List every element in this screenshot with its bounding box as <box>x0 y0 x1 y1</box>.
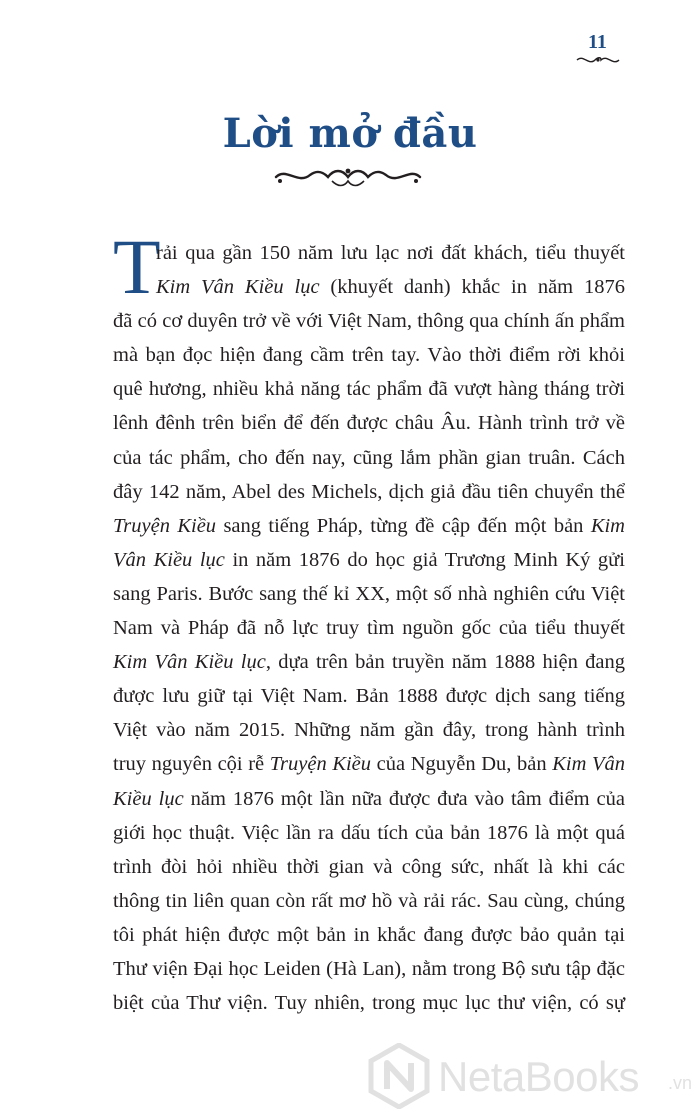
body-line <box>113 236 625 270</box>
text-run: Thư viện Đại học Leiden (Hà Lan), nằm trong Bộ sưu tập đặc <box>113 957 625 980</box>
text-run: đây 142 năm, Abel des Michels, dịch giả đầu tiên chuyển thể <box>113 480 625 503</box>
page-number: 11 <box>588 31 607 53</box>
body-line <box>113 986 625 1020</box>
body-line <box>113 884 625 918</box>
text-run: thông tin liên quan còn rất mơ hồ và rải rác. Sau cùng, chúng <box>113 889 625 912</box>
text-run: của Nguyễn Du, bản <box>371 753 553 776</box>
body-line <box>113 406 625 440</box>
body-line <box>113 679 625 713</box>
text-run: năm 1876 một lần nữa được đưa vào tâm điểm của <box>183 787 625 810</box>
body-text <box>113 236 625 1020</box>
watermark-brand: NetaBooks <box>438 1053 639 1100</box>
title-flourish-ornament <box>272 163 424 189</box>
text-run: in năm 1876 do học giả Trương Minh Ký gửi <box>224 548 625 571</box>
italic-title-run: Kim Vân Kiều lục <box>113 651 266 674</box>
body-line <box>113 577 625 611</box>
text-run: của tác phẩm, cho đến nay, cũng lắm phần gian truân. Cách <box>113 446 625 469</box>
italic-title-run: Kim Vân <box>552 753 626 776</box>
body-line <box>113 645 625 679</box>
text-run: Việt vào năm 2015. Những năm gần đây, trong hành trình <box>113 719 625 742</box>
body-line <box>113 611 625 645</box>
text-run: lênh đênh trên biển để đến được châu Âu. Hành trình trở về <box>113 412 625 435</box>
text-run: sang Paris. Bước sang thế kỉ XX, một số nhà nghiên cứu Việt <box>113 582 625 605</box>
italic-title-run: Truyện Kiều <box>269 753 372 776</box>
body-line <box>113 713 625 747</box>
text-run: Nam và Pháp đã nỗ lực truy tìm nguồn gốc của tiểu thuyết <box>113 617 625 640</box>
body-line <box>113 304 625 338</box>
body-line <box>113 747 625 781</box>
text-run: quê hương, nhiều khả năng tác phẩm đã vượt hàng tháng trời <box>113 378 625 401</box>
body-line <box>113 918 625 952</box>
body-line <box>113 952 625 986</box>
italic-title-run: Truyện Kiều <box>113 514 217 537</box>
text-run: trình đòi hỏi nhiều thời gian và công sức, nhất là khi các <box>113 855 625 878</box>
italic-title-run: Kim Vân Kiều lục <box>156 276 320 299</box>
text-run: tôi phát hiện được một bản in khắc đang được bảo quản tại <box>113 923 625 946</box>
italic-title-run: Kiều lục <box>113 787 184 810</box>
text-run: (khuyết danh) khắc in năm 1876 <box>319 276 625 299</box>
body-line <box>113 338 625 372</box>
body-line <box>113 850 625 884</box>
body-line <box>113 509 625 543</box>
italic-title-run: Kim <box>590 514 625 537</box>
body-line <box>113 475 625 509</box>
page-number-ornament <box>575 54 621 66</box>
body-line <box>113 543 625 577</box>
netabooks-watermark <box>368 1043 693 1113</box>
body-line <box>113 441 625 475</box>
text-run: truy nguyên cội rễ <box>113 753 270 776</box>
body-line <box>113 372 625 406</box>
watermark-suffix: .vn <box>668 1073 693 1093</box>
netabooks-logo-icon <box>368 1043 430 1109</box>
text-run: được lưu giữ tại Việt Nam. Bản 1888 được dịch sang tiếng <box>113 685 625 708</box>
body-line <box>113 270 625 304</box>
text-run: sang tiếng Pháp, từng đề cập đến một bản <box>216 514 591 537</box>
text-run: giới học thuật. Việc lần ra dấu tích của bản 1876 là một quá <box>113 821 625 844</box>
text-run: biệt của Thư viện. Tuy nhiên, trong mục lục thư viện, có sự <box>113 992 625 1015</box>
text-run: đã có cơ duyên trở về với Việt Nam, thông qua chính ấn phẩm <box>113 310 625 333</box>
body-line <box>113 782 625 816</box>
text-run: , dựa trên bản truyền năm 1888 hiện đang <box>265 651 625 674</box>
chapter-title: Lời mở đầu <box>222 110 478 157</box>
body-line <box>113 816 625 850</box>
italic-title-run: Vân Kiều lục <box>113 548 225 571</box>
drop-cap: T <box>113 223 161 310</box>
text-run: mà bạn đọc hiện đang cầm trên tay. Vào thời điểm rời khỏi <box>113 344 625 367</box>
text-run: rải qua gần 150 năm lưu lạc nơi đất khách, tiểu thuyết <box>156 242 625 264</box>
